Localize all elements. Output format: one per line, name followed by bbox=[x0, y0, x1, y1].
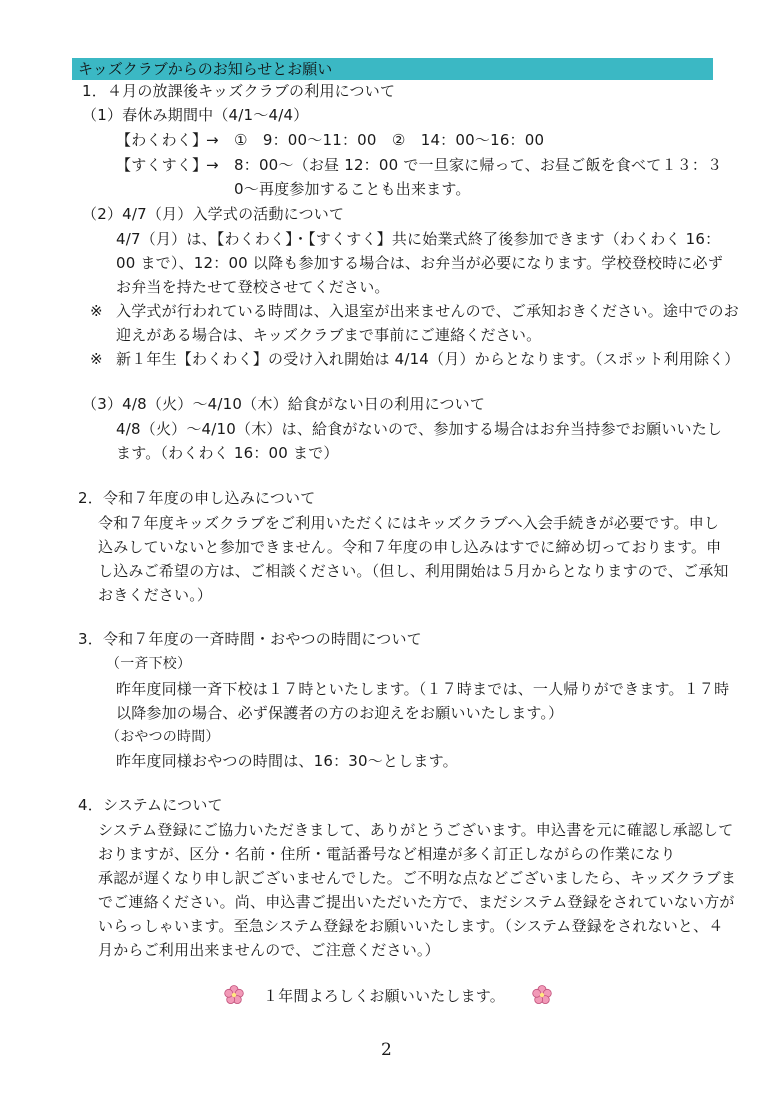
note-mark: ※ bbox=[90, 350, 103, 368]
paragraph-line: 月からご利用出来ませんので、ご注意ください。） bbox=[98, 941, 440, 959]
paragraph-line: おきください。） bbox=[98, 586, 213, 604]
subheading: （おやつの時間） bbox=[106, 729, 220, 745]
wakuwaku-times: ① 9：00〜11：00 ② 14：00〜16：00 bbox=[234, 131, 545, 149]
paragraph-line: し込みご希望の方は、ご相談ください。（但し、利用開始は５月からとなりますので、ご承知 bbox=[98, 562, 729, 580]
section-3-heading: 3．令和７年度の一斉時間・おやつの時間について bbox=[78, 630, 422, 648]
note-line: 入学式が行われている時間は、入退室が出来ませんので、ご承知おきください。途中でのお bbox=[116, 302, 739, 320]
paragraph-line: お弁当を持たせて登校させてください。 bbox=[116, 278, 390, 296]
note-line: 新１年生【わくわく】の受け入れ開始は 4/14（月）からとなります。（スポット利用除く） bbox=[116, 350, 740, 368]
flower-icon bbox=[532, 985, 552, 1005]
wakuwaku-label: 【わくわく】 bbox=[116, 131, 208, 149]
s1-sub2-title: （2）4/7（月）入学式の活動について bbox=[82, 205, 345, 223]
paragraph-line: いらっしゃいます。至急システム登録をお願いいたします。（システム登録をされないと、４ bbox=[98, 917, 724, 935]
subheading: （一斉下校） bbox=[106, 656, 192, 672]
paragraph-line: 承認が遅くなり申し訳ございませんでした。ご不明な点などございましたら、キッズクラブま bbox=[98, 869, 737, 887]
paragraph-line: おりますが、区分・名前・住所・電話番号など相違が多く訂正しながらの作業になり bbox=[98, 845, 676, 863]
page-number: 2 bbox=[381, 1040, 392, 1060]
arrow-icon: → bbox=[206, 156, 219, 174]
s1-sub3-title: （3）4/8（火）〜4/10（木）給食がない日の利用について bbox=[82, 395, 486, 413]
sukusuku-text: 8：00〜（お昼 12：00 で一旦家に帰って、お昼ご飯を食べて１３：３ bbox=[234, 156, 723, 174]
section-4-heading: 4．システムについて bbox=[78, 796, 223, 814]
notice-title: キッズクラブからのお知らせとお願い bbox=[78, 60, 333, 78]
section-1-heading: 1．４月の放課後キッズクラブの利用について bbox=[82, 82, 396, 100]
paragraph-line: 昨年度同様一斉下校は１７時といたします。（１７時までは、一人帰りができます。１７時 bbox=[116, 680, 730, 698]
paragraph-line: 込みしていないと参加できません。令和７年度の申し込みはすでに締め切っております。申 bbox=[98, 538, 722, 556]
sukusuku-label: 【すくすく】 bbox=[116, 156, 208, 174]
note-line: 迎えがある場合は、キッズクラブまで事前にご連絡ください。 bbox=[116, 326, 542, 344]
sukusuku-text-cont: 0〜再度参加することも出来ます。 bbox=[234, 180, 471, 198]
paragraph-line: でご連絡ください。尚、申込書ご提出いただいた方で、まだシステム登録をされていない方が bbox=[98, 893, 735, 911]
paragraph-line: ます。（わくわく 16：00 まで） bbox=[116, 444, 339, 462]
paragraph-line: 4/8（火）〜4/10（木）は、給食がないので、参加する場合はお弁当持参でお願いいたし bbox=[116, 420, 723, 438]
paragraph-line: システム登録にご協力いただきまして、ありがとうございます。申込書を元に確認し承認して bbox=[98, 821, 734, 839]
paragraph-line: 令和７年度キッズクラブをご利用いただくにはキッズクラブへ入会手続きが必要です。申し bbox=[98, 514, 720, 532]
paragraph-line: 昨年度同様おやつの時間は、16：30〜とします。 bbox=[116, 752, 458, 770]
flower-icon bbox=[224, 985, 244, 1005]
s1-sub1-title: （1）春休み期間中（4/1〜4/4） bbox=[82, 106, 309, 124]
paragraph-line: 00 まで）、12：00 以降も参加する場合は、お弁当が必要になります。学校登校時に必ず bbox=[116, 254, 723, 272]
arrow-icon: → bbox=[206, 131, 219, 149]
paragraph-line: 以降参加の場合、必ず保護者の方のお迎えをお願いいたします。） bbox=[116, 704, 564, 722]
note-mark: ※ bbox=[90, 302, 103, 320]
paragraph-line: 4/7（月）は、【わくわく】・【すくすく】共に始業式終了後参加できます（わくわく 16： bbox=[116, 230, 721, 248]
section-2-heading: 2．令和７年度の申し込みについて bbox=[78, 489, 316, 507]
closing-message: １年間よろしくお願いいたします。 bbox=[263, 987, 506, 1005]
